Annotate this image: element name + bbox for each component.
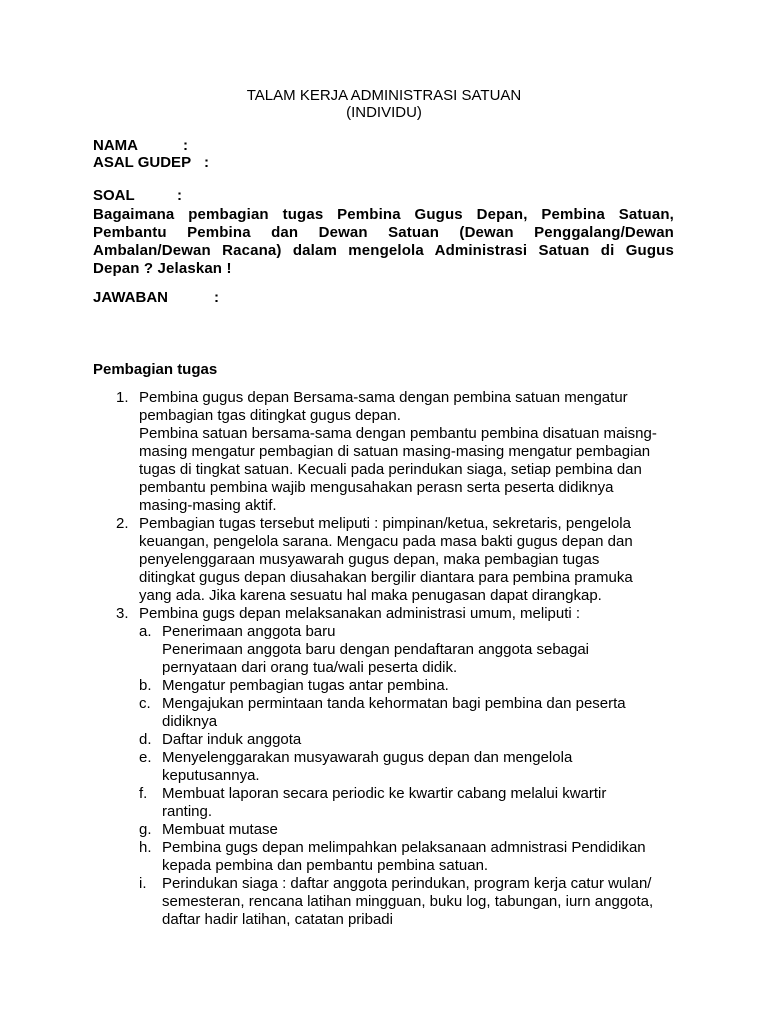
list-item-text-line: yang ada. Jika karena sesuatu hal maka penugasan dapat dirangkap. bbox=[139, 587, 602, 604]
sub-list-item bbox=[139, 749, 683, 785]
sub-list-item-letter: c. bbox=[139, 695, 151, 712]
sub-list-item-text-line: Daftar induk anggota bbox=[162, 731, 302, 748]
sub-list-item-text-line: Mengatur pembagian tugas antar pembina. bbox=[162, 677, 449, 694]
sub-list-item-text-line: daftar hadir latihan, catatan pribadi bbox=[162, 911, 393, 928]
asal-gudep-colon: : bbox=[204, 154, 209, 171]
sub-list-item bbox=[139, 875, 683, 929]
sub-list-item bbox=[139, 839, 683, 875]
list-item-text-line: Pembina satuan bersama-sama dengan pembantu pembina disatuan maisng- bbox=[139, 425, 657, 442]
nama-label: NAMA bbox=[93, 137, 138, 154]
sub-list-item-text-line: didiknya bbox=[162, 713, 218, 730]
nama-colon: : bbox=[183, 137, 188, 154]
jawaban-label: JAWABAN bbox=[93, 289, 169, 306]
sub-list-item-letter: e. bbox=[139, 749, 152, 766]
soal-label: SOAL bbox=[93, 187, 135, 204]
list-item bbox=[93, 515, 683, 605]
list-item-text-line: penyelenggaraan musyawarah gugus depan, maka pembagian tugas bbox=[139, 551, 600, 568]
sub-list-item-text-line: Menyelenggarakan musyawarah gugus depan dan mengelola bbox=[162, 749, 573, 766]
title-line-2: (INDIVIDU) bbox=[346, 104, 422, 121]
list-item-text-line: pembantu pembina wajib mengusahakan perasn serta peserta didiknya bbox=[139, 479, 614, 496]
sub-list-item-letter: a. bbox=[139, 623, 152, 640]
list-item-text-line: Pembina gugus depan Bersama-sama dengan pembina satuan mengatur bbox=[139, 389, 628, 406]
sub-list-item-text-line: semesteran, rencana latihan mingguan, buku log, tabungan, iurn anggota, bbox=[162, 893, 654, 910]
sub-list-item-letter: b. bbox=[139, 677, 152, 694]
jawaban-field bbox=[93, 289, 219, 307]
nama-field bbox=[93, 137, 188, 155]
title-line-1: TALAM KERJA ADMINISTRASI SATUAN bbox=[246, 87, 522, 104]
list-item-number: 1. bbox=[116, 389, 129, 406]
sub-list-item-letter: i. bbox=[139, 875, 147, 892]
answer-list bbox=[93, 389, 683, 929]
asal-gudep-label: ASAL GUDEP bbox=[93, 154, 192, 171]
sub-list-item bbox=[139, 731, 683, 749]
list-item-text-line: ditingkat gugus depan diusahakan bergilir diantara para pembina pramuka bbox=[139, 569, 633, 586]
sub-list bbox=[139, 623, 683, 929]
jawaban-colon: : bbox=[214, 289, 219, 306]
sub-list-item bbox=[139, 623, 683, 677]
soal-colon: : bbox=[177, 187, 182, 204]
sub-list-item-text-line: Penerimaan anggota baru bbox=[162, 623, 336, 640]
sub-list-item-text-line: Membuat mutase bbox=[162, 821, 278, 838]
sub-list-item-letter: h. bbox=[139, 839, 152, 856]
section-heading: Pembagian tugas bbox=[93, 361, 218, 378]
sub-list-item-letter: f. bbox=[139, 785, 148, 802]
soal-field bbox=[93, 187, 182, 205]
sub-list-item-text-line: Penerimaan anggota baru dengan pendaftaran anggota sebagai bbox=[162, 641, 590, 658]
asal-gudep-field bbox=[93, 154, 209, 172]
list-item bbox=[93, 605, 683, 929]
list-item-text-line: pembagian tgas ditingkat gugus depan. bbox=[139, 407, 401, 424]
sub-list-item-text-line: Pembina gugs depan melimpahkan pelaksanaan admnistrasi Pendidikan bbox=[162, 839, 646, 856]
sub-list-item-text-line: ranting. bbox=[162, 803, 213, 820]
sub-list-item bbox=[139, 821, 683, 839]
list-item-number: 3. bbox=[116, 605, 129, 622]
sub-list-item-text-line: pernyataan dari orang tua/wali peserta didik. bbox=[162, 659, 458, 676]
sub-list-item-text-line: kepada pembina dan pembantu pembina satuan. bbox=[162, 857, 489, 874]
sub-list-item-text-line: Membuat laporan secara periodic ke kwartir cabang melalui kwartir bbox=[162, 785, 607, 802]
list-item-text-line: tugas di tingkat satuan. Kecuali pada perindukan siaga, setiap pembina dan bbox=[139, 461, 642, 478]
sub-list-item bbox=[139, 785, 683, 821]
question-text: Bagaimana pembagian tugas Pembina Gugus Depan, Pembina Satuan, Pembantu Pembina dan Dewan Satuan (Dewan Penggalang/Dewan Ambalan/Dewan Racana) dalam mengelola Administrasi Satuan di Gugus Depan ? Jelaskan ! bbox=[93, 206, 674, 277]
list-item bbox=[93, 389, 683, 515]
sub-list-item-letter: d. bbox=[139, 731, 152, 748]
sub-list-item-text-line: keputusannya. bbox=[162, 767, 260, 784]
list-item-number: 2. bbox=[116, 515, 129, 532]
sub-list-item-letter: g. bbox=[139, 821, 152, 838]
sub-list-item-text-line: Perindukan siaga : daftar anggota perindukan, program kerja catur wulan/ bbox=[162, 875, 652, 892]
sub-list-item-text-line: Mengajukan permintaan tanda kehormatan bagi pembina dan peserta bbox=[162, 695, 626, 712]
sub-list-item bbox=[139, 677, 683, 695]
list-item-text-line: Pembagian tugas tersebut meliputi : pimpinan/ketua, sekretaris, pengelola bbox=[139, 515, 631, 532]
sub-list-item bbox=[139, 695, 683, 731]
list-item-text-line: masing mengatur pembagian di satuan masing-masing mengatur pembagian bbox=[139, 443, 651, 460]
list-item-text-line: keuangan, pengelola sarana. Mengacu pada masa bakti gugus depan dan bbox=[139, 533, 633, 550]
list-item-text-line: Pembina gugs depan melaksanakan administrasi umum, meliputi : bbox=[139, 605, 581, 622]
list-item-text-line: masing-masing aktif. bbox=[139, 497, 277, 514]
